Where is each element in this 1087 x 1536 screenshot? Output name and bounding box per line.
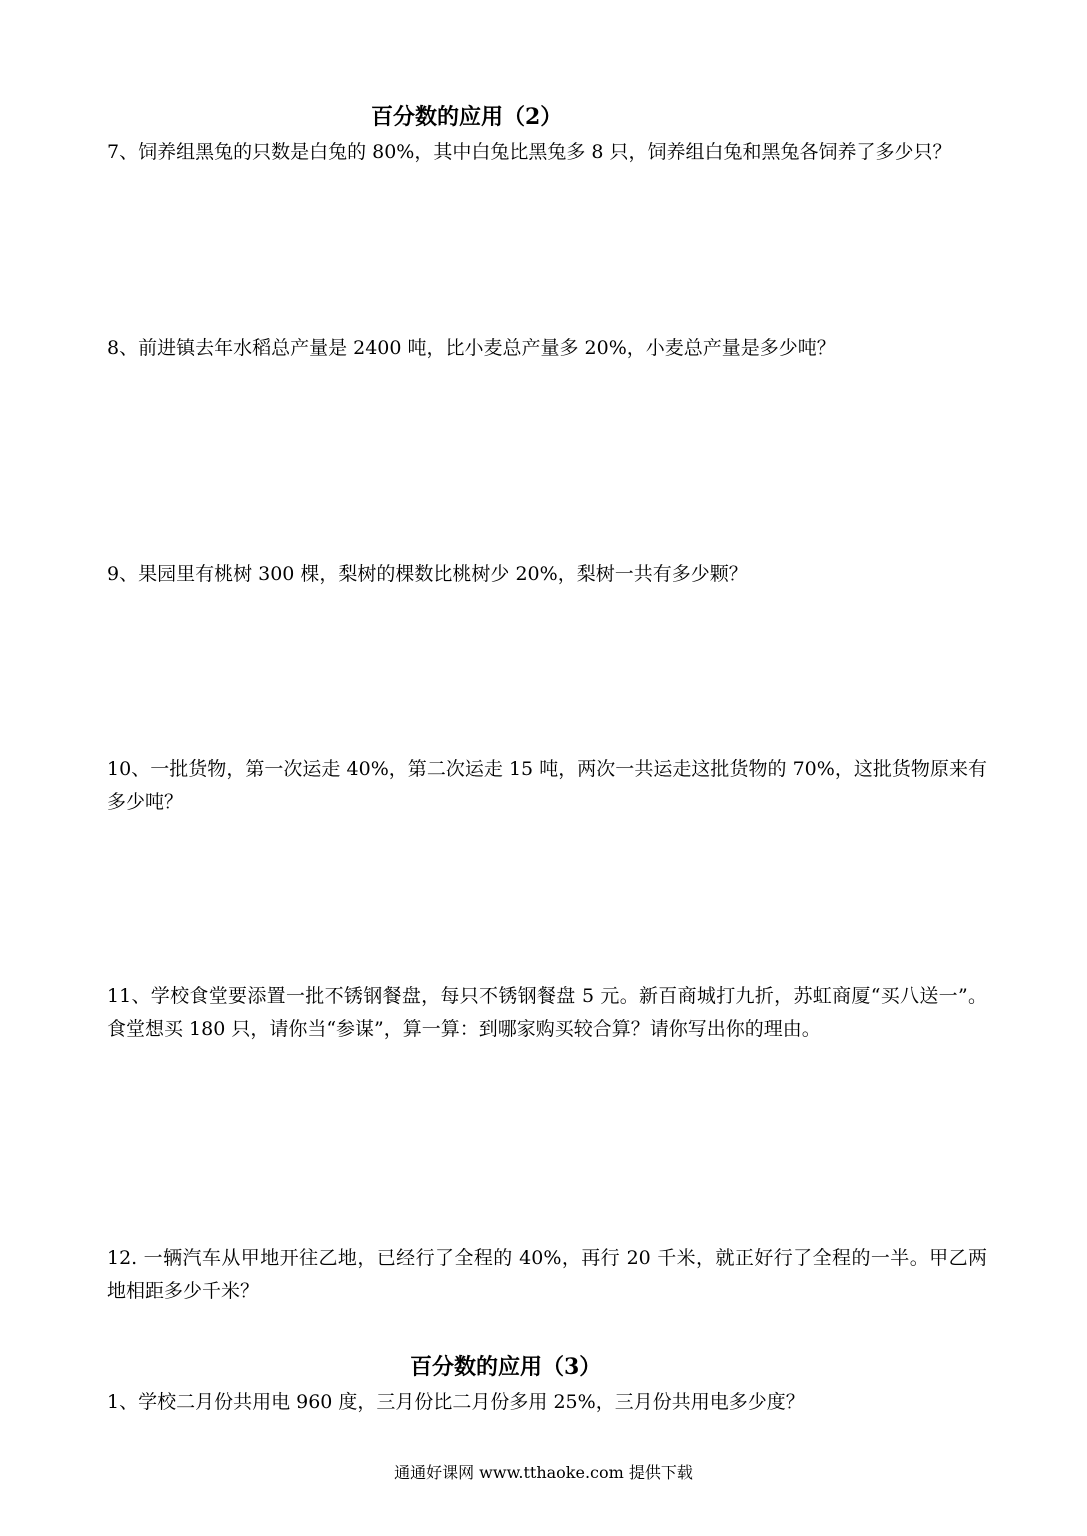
question-7: 7、饲养组黑兔的只数是白兔的 80%，其中白兔比黑兔多 8 只，饲养组白兔和黑兔各饲养了多少只？ — [107, 141, 952, 163]
question-9: 9、果园里有桃树 300 棵，梨树的棵数比桃树少 20%，梨树一共有多少颗？ — [107, 563, 748, 585]
question-8: 8、前进镇去年水稻总产量是 2400 吨，比小麦总产量多 20%，小麦总产量是多少吨？ — [107, 337, 836, 359]
question-12: 12. 一辆汽车从甲地开往乙地，已经行了全程的 40%，再行 20 千米，就正好行了全程的一半。甲乙两地相距多少千米？ — [107, 1247, 987, 1302]
section-title-2: 百分数的应用（2） — [371, 104, 563, 130]
section-title-3: 百分数的应用（3） — [410, 1354, 602, 1380]
question-11: 11、学校食堂要添置一批不锈钢餐盘，每只不锈钢餐盘 5 元。新百商城打九折，苏虹商厦“买八送一”。食堂想买 180 只，请你当“参谋”，算一算：到哪家购买较合算？请你写出你的理由。 — [107, 985, 987, 1040]
question-10: 10、一批货物，第一次运走 40%，第二次运走 15 吨，两次一共运走这批货物的 70%，这批货物原来有多少吨？ — [107, 758, 987, 813]
footer-text: 通通好课网 www.tthaoke.com 提供下载 — [394, 1463, 693, 1482]
question-3-1: 1、学校二月份共用电 960 度，三月份比二月份多用 25%，三月份共用电多少度？ — [107, 1391, 805, 1413]
